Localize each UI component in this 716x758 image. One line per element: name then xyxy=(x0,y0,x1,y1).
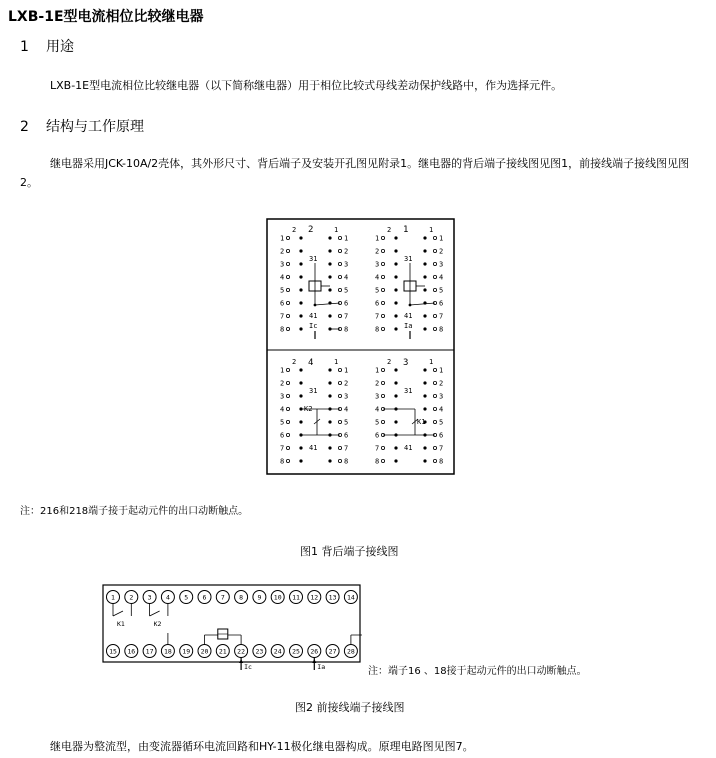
terminal-pin xyxy=(299,301,302,304)
terminal-number: 1 xyxy=(439,366,444,375)
terminal-pin xyxy=(286,236,289,239)
terminal-number: 8 xyxy=(344,325,349,334)
terminal-superscript: 1 xyxy=(334,226,339,234)
terminal-pin xyxy=(394,262,397,265)
terminal-pin xyxy=(338,275,341,278)
terminal-number: 7 xyxy=(344,444,349,453)
terminal-number: 4 xyxy=(439,405,444,414)
terminal-pin xyxy=(394,381,397,384)
page-title: LXB-1E型电流相位比较继电器 xyxy=(8,9,204,25)
figure-2-front-terminal-diagram xyxy=(102,584,362,674)
terminal-pin xyxy=(286,262,289,265)
terminal-pin xyxy=(433,288,436,291)
terminal-pin xyxy=(423,394,426,397)
front-terminal-number: 14 xyxy=(346,593,355,602)
front-terminal-number: 25 xyxy=(292,647,300,656)
arrow-head xyxy=(239,659,243,663)
terminal-pin xyxy=(423,249,426,252)
terminal-pin xyxy=(381,275,384,278)
section-title: 用途 xyxy=(46,39,74,55)
terminal-pin xyxy=(299,394,302,397)
terminal-number: 1 xyxy=(439,234,444,243)
terminal-number: 1 xyxy=(375,366,380,375)
terminal-pin xyxy=(381,301,384,304)
terminal-number: 6 xyxy=(344,431,349,440)
terminal-pin xyxy=(328,420,331,423)
terminal-pin xyxy=(286,420,289,423)
coil-terminal-label: 41 xyxy=(404,312,413,320)
terminal-pin xyxy=(381,446,384,449)
terminal-pin xyxy=(328,394,331,397)
terminal-pin xyxy=(423,407,426,410)
current-label: Ic xyxy=(309,322,318,330)
terminal-pin xyxy=(394,420,397,423)
terminal-number: 2 xyxy=(375,379,380,388)
terminal-pin xyxy=(423,262,426,265)
terminal-number: 2 xyxy=(280,379,285,388)
terminal-pin xyxy=(381,327,384,330)
terminal-pin xyxy=(423,327,426,330)
terminal-number: 6 xyxy=(344,299,349,308)
terminal-number: 7 xyxy=(344,312,349,321)
terminal-pin xyxy=(433,446,436,449)
terminal-number: 3 xyxy=(280,260,285,269)
terminal-pin xyxy=(433,262,436,265)
front-terminal-number: 19 xyxy=(182,647,191,656)
terminal-pin xyxy=(394,288,397,291)
coil-terminal-label: 31 xyxy=(404,255,413,263)
terminal-number: 1 xyxy=(280,234,285,243)
terminal-number: 3 xyxy=(375,260,380,269)
terminal-pin xyxy=(394,275,397,278)
terminal-pin xyxy=(433,314,436,317)
terminal-pin xyxy=(286,327,289,330)
terminal-number: 1 xyxy=(280,366,285,375)
terminal-number: 5 xyxy=(344,418,349,427)
terminal-pin xyxy=(286,433,289,436)
terminal-number: 3 xyxy=(439,392,444,401)
terminal-superscript: 2 xyxy=(387,226,392,234)
terminal-pin xyxy=(286,314,289,317)
quadrant-label: 1 xyxy=(403,225,409,235)
terminal-pin xyxy=(394,301,397,304)
terminal-pin xyxy=(286,381,289,384)
paragraph-principle: 继电器为整流型，由变流器循环电流回路和HY-11极化继电器构成。原理电路图见图7。 xyxy=(50,740,474,753)
terminal-pin xyxy=(299,275,302,278)
front-terminal-number: 3 xyxy=(147,593,152,602)
section-number: 1 xyxy=(20,39,29,55)
coil-terminal-label: 31 xyxy=(404,387,413,395)
terminal-pin xyxy=(299,262,302,265)
front-terminal-number: 1 xyxy=(111,593,115,602)
paragraph-structure: 继电器采用JCK-10A/2壳体，其外形尺寸、背后端子及安装开孔图见附录1。继电器的背后端子接线图见图1，前接线端子接线图见图2。 xyxy=(20,157,690,189)
terminal-number: 5 xyxy=(439,418,444,427)
terminal-pin xyxy=(286,394,289,397)
terminal-number: 6 xyxy=(375,299,380,308)
terminal-pin xyxy=(394,249,397,252)
terminal-pin xyxy=(423,275,426,278)
contact-label: K2 xyxy=(153,620,162,628)
terminal-number: 5 xyxy=(344,286,349,295)
terminal-pin xyxy=(299,327,302,330)
terminal-number: 2 xyxy=(375,247,380,256)
contact-label: K1 xyxy=(117,620,125,628)
terminal-number: 7 xyxy=(439,312,444,321)
terminal-number: 2 xyxy=(344,379,349,388)
wire xyxy=(315,303,340,305)
front-terminal-number: 23 xyxy=(255,647,264,656)
front-terminal-number: 13 xyxy=(328,593,337,602)
quadrant-label: 4 xyxy=(308,358,314,368)
terminal-number: 8 xyxy=(439,325,444,334)
terminal-pin xyxy=(433,381,436,384)
terminal-pin xyxy=(328,288,331,291)
terminal-pin xyxy=(299,368,302,371)
terminal-number: 2 xyxy=(439,379,444,388)
terminal-number: 2 xyxy=(439,247,444,256)
front-terminal-number: 12 xyxy=(310,593,319,602)
front-terminal-number: 20 xyxy=(200,647,209,656)
coil-terminal-label: 41 xyxy=(309,312,318,320)
terminal-pin xyxy=(394,459,397,462)
terminal-pin xyxy=(381,249,384,252)
front-terminal-number: 24 xyxy=(273,647,282,656)
terminal-pin xyxy=(394,327,397,330)
terminal-pin xyxy=(286,275,289,278)
quadrant-label: 2 xyxy=(308,225,314,235)
terminal-pin xyxy=(433,407,436,410)
terminal-superscript: 1 xyxy=(429,358,434,366)
terminal-superscript: 2 xyxy=(292,358,297,366)
terminal-pin xyxy=(328,368,331,371)
terminal-number: 8 xyxy=(375,325,380,334)
terminal-number: 7 xyxy=(280,444,285,453)
terminal-pin xyxy=(338,288,341,291)
terminal-pin xyxy=(423,236,426,239)
terminal-pin xyxy=(381,420,384,423)
terminal-pin xyxy=(423,381,426,384)
terminal-pin xyxy=(394,446,397,449)
terminal-pin xyxy=(423,459,426,462)
terminal-number: 8 xyxy=(344,457,349,466)
terminal-number: 7 xyxy=(375,444,380,453)
coil-terminal-label: 31 xyxy=(309,387,318,395)
terminal-pin xyxy=(394,314,397,317)
terminal-number: 5 xyxy=(280,418,285,427)
terminal-pin xyxy=(381,236,384,239)
terminal-number: 7 xyxy=(375,312,380,321)
terminal-pin xyxy=(328,446,331,449)
front-terminal-number: 2 xyxy=(129,593,134,602)
terminal-pin xyxy=(381,381,384,384)
contact-label: K1 xyxy=(417,418,426,426)
terminal-pin xyxy=(338,381,341,384)
terminal-pin xyxy=(286,459,289,462)
front-terminal-number: 5 xyxy=(184,593,189,602)
terminal-pin xyxy=(299,288,302,291)
terminal-pin xyxy=(381,262,384,265)
terminal-pin xyxy=(328,459,331,462)
front-terminal-number: 17 xyxy=(145,647,154,656)
terminal-pin xyxy=(299,381,302,384)
terminal-pin xyxy=(286,288,289,291)
coil-terminal-label: 41 xyxy=(404,444,413,452)
current-label: Ia xyxy=(404,322,413,330)
section-heading-structure xyxy=(20,116,144,136)
terminal-number: 3 xyxy=(344,260,349,269)
terminal-number: 6 xyxy=(439,299,444,308)
terminal-superscript: 1 xyxy=(334,358,339,366)
terminal-number: 6 xyxy=(280,299,285,308)
terminal-number: 4 xyxy=(344,273,349,282)
coil-terminal-label: 31 xyxy=(309,255,318,263)
coil-terminal-label: 41 xyxy=(309,444,318,452)
contact-label: K2 xyxy=(304,405,313,413)
front-terminal-number: 6 xyxy=(202,593,207,602)
front-terminal-number: 8 xyxy=(239,593,244,602)
terminal-number: 1 xyxy=(344,366,349,375)
arrow-head xyxy=(312,659,316,663)
front-terminal-number: 22 xyxy=(237,647,246,656)
terminal-pin xyxy=(328,381,331,384)
terminal-number: 8 xyxy=(280,325,285,334)
terminal-number: 3 xyxy=(375,392,380,401)
terminal-number: 5 xyxy=(375,286,380,295)
note-figure-1: 注：216和218端子接于起动元件的出口动断触点。 xyxy=(20,506,249,517)
terminal-superscript: 1 xyxy=(429,226,434,234)
terminal-pin xyxy=(328,249,331,252)
front-terminal-number: 15 xyxy=(109,647,117,656)
front-terminal-number: 18 xyxy=(163,647,172,656)
contact-switch xyxy=(113,611,123,616)
terminal-number: 4 xyxy=(439,273,444,282)
terminal-pin xyxy=(433,249,436,252)
terminal-pin xyxy=(286,301,289,304)
figure-2-caption: 图2 前接线端子接线图 xyxy=(295,701,405,714)
terminal-number: 4 xyxy=(280,273,285,282)
section-number: 2 xyxy=(20,119,29,135)
terminal-pin xyxy=(423,288,426,291)
terminal-pin xyxy=(299,249,302,252)
current-label: Ic xyxy=(244,663,252,671)
section-heading-usage xyxy=(20,36,74,56)
note-figure-2: 注：端子16 、18接于起动元件的出口动断触点。 xyxy=(368,666,587,677)
terminal-number: 8 xyxy=(375,457,380,466)
terminal-pin xyxy=(338,368,341,371)
terminal-pin xyxy=(433,236,436,239)
front-terminal-number: 7 xyxy=(220,593,225,602)
front-terminal-number: 10 xyxy=(273,593,282,602)
terminal-number: 8 xyxy=(280,457,285,466)
terminal-number: 6 xyxy=(375,431,380,440)
terminal-number: 3 xyxy=(439,260,444,269)
terminal-pin xyxy=(286,446,289,449)
terminal-pin xyxy=(338,394,341,397)
front-terminal-number: 11 xyxy=(292,593,300,602)
terminal-pin xyxy=(394,368,397,371)
terminal-pin xyxy=(338,446,341,449)
terminal-pin xyxy=(328,262,331,265)
terminal-pin xyxy=(338,262,341,265)
terminal-number: 8 xyxy=(439,457,444,466)
terminal-pin xyxy=(338,314,341,317)
terminal-superscript: 2 xyxy=(292,226,297,234)
terminal-number: 4 xyxy=(344,405,349,414)
terminal-pin xyxy=(433,327,436,330)
terminal-pin xyxy=(328,236,331,239)
front-terminal-number: 21 xyxy=(218,647,227,656)
terminal-pin xyxy=(423,368,426,371)
terminal-pin xyxy=(299,236,302,239)
terminal-number: 6 xyxy=(280,431,285,440)
terminal-pin xyxy=(394,394,397,397)
terminal-number: 5 xyxy=(439,286,444,295)
terminal-pin xyxy=(286,407,289,410)
front-terminal-number: 16 xyxy=(127,647,136,656)
terminal-pin xyxy=(338,236,341,239)
terminal-number: 4 xyxy=(375,405,380,414)
terminal-pin xyxy=(299,314,302,317)
current-label: Ia xyxy=(317,663,326,671)
terminal-pin xyxy=(299,459,302,462)
terminal-pin xyxy=(423,314,426,317)
terminal-pin xyxy=(328,314,331,317)
terminal-pin xyxy=(381,314,384,317)
front-terminal-number: 26 xyxy=(310,647,319,656)
terminal-number: 1 xyxy=(375,234,380,243)
terminal-number: 6 xyxy=(439,431,444,440)
front-terminal-number: 27 xyxy=(328,647,337,656)
front-terminal-number: 9 xyxy=(257,593,262,602)
terminal-pin xyxy=(338,459,341,462)
figure-1-caption: 图1 背后端子接线图 xyxy=(300,545,399,558)
terminal-pin xyxy=(433,394,436,397)
figure-1-rear-terminal-diagram xyxy=(266,218,456,476)
terminal-pin xyxy=(394,236,397,239)
terminal-pin xyxy=(328,275,331,278)
terminal-superscript: 2 xyxy=(387,358,392,366)
terminal-number: 4 xyxy=(375,273,380,282)
front-terminal-number: 4 xyxy=(165,593,170,602)
terminal-number: 1 xyxy=(344,234,349,243)
terminal-pin xyxy=(433,459,436,462)
terminal-pin xyxy=(423,446,426,449)
terminal-number: 2 xyxy=(280,247,285,256)
contact-switch xyxy=(150,611,160,616)
terminal-pin xyxy=(433,368,436,371)
terminal-pin xyxy=(381,368,384,371)
terminal-number: 3 xyxy=(344,392,349,401)
quadrant-label: 3 xyxy=(403,358,409,368)
terminal-pin xyxy=(338,249,341,252)
wire xyxy=(410,303,435,305)
front-terminal-number: 28 xyxy=(346,647,355,656)
terminal-pin xyxy=(433,275,436,278)
terminal-pin xyxy=(381,459,384,462)
terminal-number: 3 xyxy=(280,392,285,401)
terminal-pin xyxy=(286,249,289,252)
terminal-number: 5 xyxy=(375,418,380,427)
terminal-pin xyxy=(338,420,341,423)
terminal-pin xyxy=(381,288,384,291)
terminal-number: 2 xyxy=(344,247,349,256)
terminal-pin xyxy=(299,446,302,449)
terminal-number: 4 xyxy=(280,405,285,414)
terminal-number: 7 xyxy=(280,312,285,321)
section-title: 结构与工作原理 xyxy=(46,119,144,135)
terminal-number: 5 xyxy=(280,286,285,295)
terminal-pin xyxy=(286,368,289,371)
terminal-pin xyxy=(433,420,436,423)
terminal-number: 7 xyxy=(439,444,444,453)
terminal-pin xyxy=(381,394,384,397)
terminal-pin xyxy=(299,420,302,423)
paragraph-usage: LXB-1E型电流相位比较继电器（以下简称继电器）用于相位比较式母线差动保护线路中，作为选择元件。 xyxy=(50,79,563,92)
